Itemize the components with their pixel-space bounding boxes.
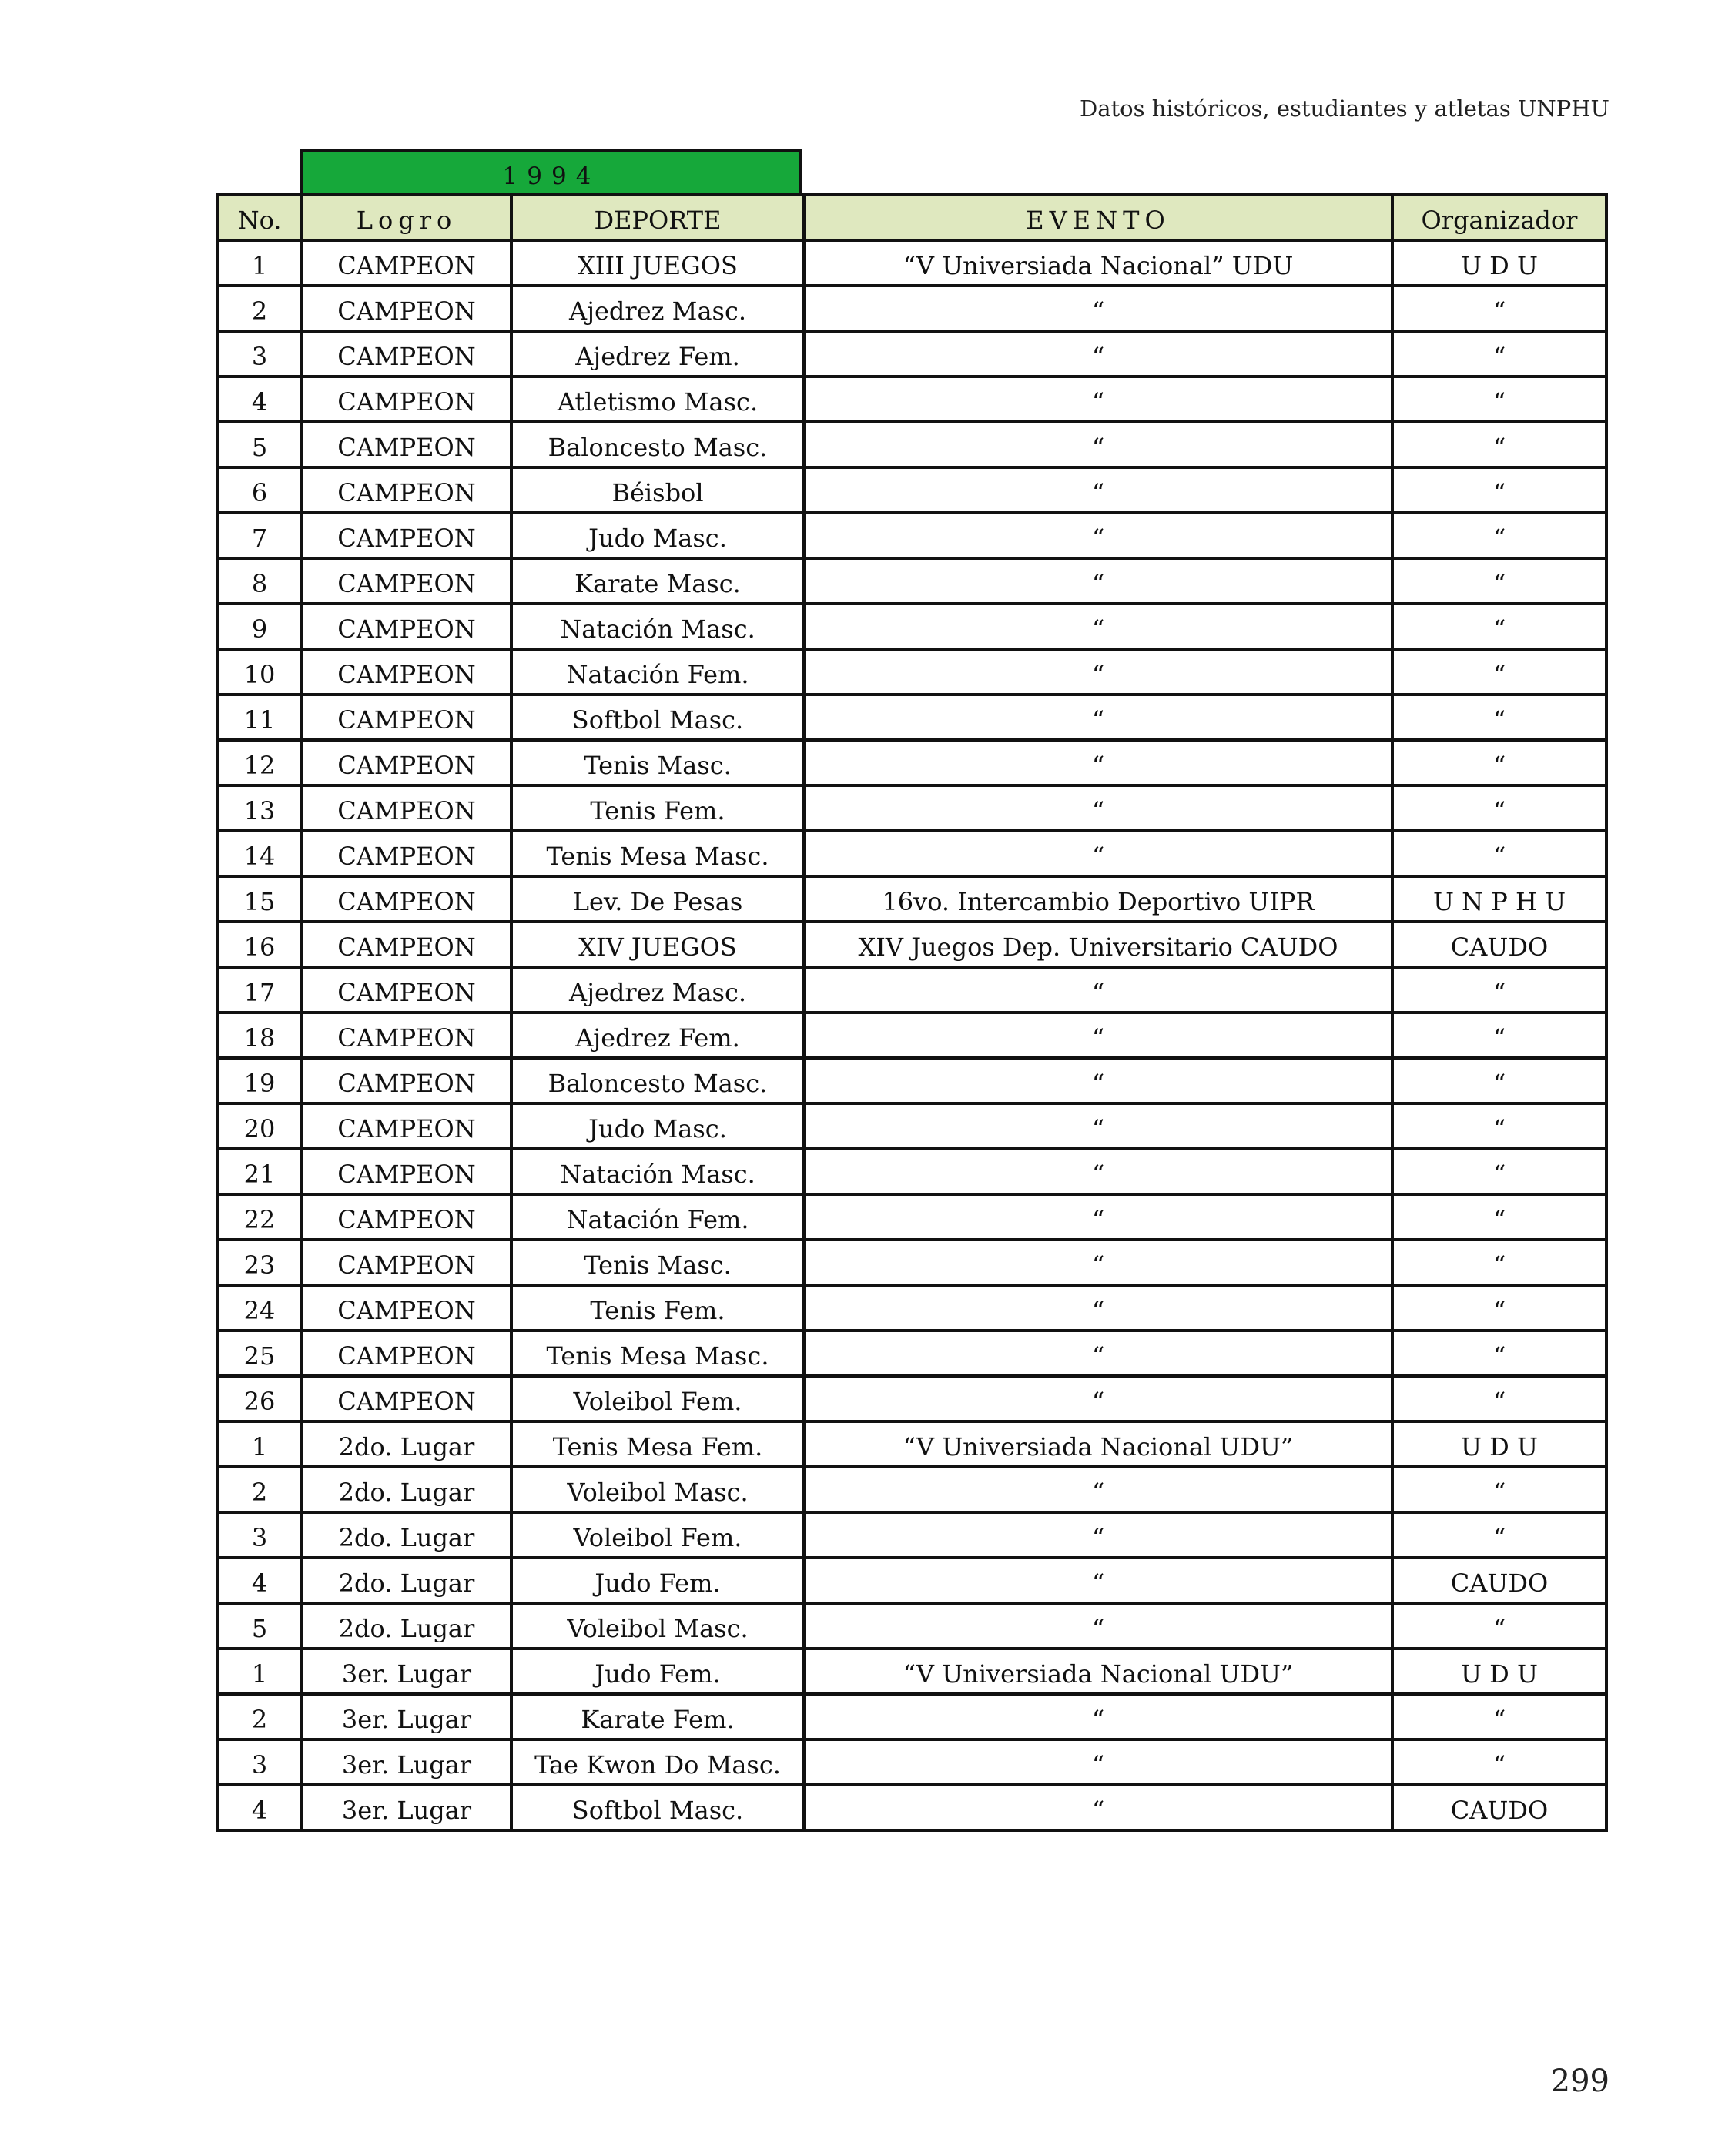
table-row xyxy=(217,831,1606,876)
cell-logro: CAMPEON xyxy=(302,922,511,967)
cell-organizador: “ xyxy=(1392,1194,1606,1240)
cell-no: 5 xyxy=(217,1603,302,1649)
cell-evento: “ xyxy=(804,377,1392,422)
cell-organizador: “ xyxy=(1392,1376,1606,1421)
cell-organizador: “ xyxy=(1392,286,1606,331)
cell-organizador: “ xyxy=(1392,695,1606,740)
cell-deporte: Tenis Masc. xyxy=(511,1240,804,1285)
table-row xyxy=(217,422,1606,467)
column-header-organizador: Organizador xyxy=(1392,195,1606,240)
cell-no: 2 xyxy=(217,1694,302,1739)
cell-logro: 2do. Lugar xyxy=(302,1558,511,1603)
cell-deporte: Baloncesto Masc. xyxy=(511,1058,804,1103)
cell-evento: “ xyxy=(804,1013,1392,1058)
cell-organizador: “ xyxy=(1392,1013,1606,1058)
page-number: 299 xyxy=(1550,2064,1609,2099)
cell-evento: “ xyxy=(804,331,1392,377)
cell-evento: 16vo. Intercambio Deportivo UIPR xyxy=(804,876,1392,922)
cell-deporte: Judo Masc. xyxy=(511,513,804,558)
year-banner: 1994 xyxy=(300,149,802,193)
cell-no: 8 xyxy=(217,558,302,604)
table-row xyxy=(217,558,1606,604)
cell-organizador: “ xyxy=(1392,467,1606,513)
cell-evento: “V Universiada Nacional” UDU xyxy=(804,240,1392,286)
cell-no: 25 xyxy=(217,1331,302,1376)
cell-organizador: “ xyxy=(1392,558,1606,604)
cell-evento: XIV Juegos Dep. Universitario CAUDO xyxy=(804,922,1392,967)
cell-logro: CAMPEON xyxy=(302,1013,511,1058)
cell-deporte: Natación Fem. xyxy=(511,649,804,695)
cell-logro: CAMPEON xyxy=(302,513,511,558)
cell-deporte: Ajedrez Masc. xyxy=(511,967,804,1013)
cell-no: 2 xyxy=(217,1467,302,1512)
table-row xyxy=(217,785,1606,831)
cell-no: 22 xyxy=(217,1194,302,1240)
cell-no: 26 xyxy=(217,1376,302,1421)
table-row xyxy=(217,1285,1606,1331)
cell-evento: “ xyxy=(804,513,1392,558)
cell-no: 11 xyxy=(217,695,302,740)
cell-organizador: “ xyxy=(1392,1149,1606,1194)
cell-deporte: Lev. De Pesas xyxy=(511,876,804,922)
cell-deporte: Tenis Mesa Fem. xyxy=(511,1421,804,1467)
cell-organizador: “ xyxy=(1392,649,1606,695)
cell-no: 4 xyxy=(217,1558,302,1603)
cell-logro: CAMPEON xyxy=(302,1103,511,1149)
cell-evento: “V Universiada Nacional UDU” xyxy=(804,1421,1392,1467)
cell-deporte: Ajedrez Fem. xyxy=(511,1013,804,1058)
table-row xyxy=(217,377,1606,422)
table-row xyxy=(217,240,1606,286)
cell-no: 2 xyxy=(217,286,302,331)
cell-no: 7 xyxy=(217,513,302,558)
table-row xyxy=(217,695,1606,740)
cell-logro: 2do. Lugar xyxy=(302,1467,511,1512)
cell-deporte: Tenis Mesa Masc. xyxy=(511,1331,804,1376)
cell-deporte: Tenis Mesa Masc. xyxy=(511,831,804,876)
cell-organizador: CAUDO xyxy=(1392,922,1606,967)
table-row xyxy=(217,1194,1606,1240)
cell-organizador: “ xyxy=(1392,740,1606,785)
cell-deporte: Tae Kwon Do Masc. xyxy=(511,1739,804,1785)
cell-evento: “ xyxy=(804,1149,1392,1194)
cell-no: 21 xyxy=(217,1149,302,1194)
cell-no: 12 xyxy=(217,740,302,785)
cell-logro: CAMPEON xyxy=(302,240,511,286)
cell-evento: “ xyxy=(804,785,1392,831)
cell-deporte: Judo Fem. xyxy=(511,1649,804,1694)
cell-deporte: Ajedrez Masc. xyxy=(511,286,804,331)
table-row xyxy=(217,1240,1606,1285)
cell-no: 19 xyxy=(217,1058,302,1103)
cell-evento: “ xyxy=(804,422,1392,467)
cell-deporte: Baloncesto Masc. xyxy=(511,422,804,467)
cell-no: 5 xyxy=(217,422,302,467)
table-body xyxy=(217,240,1606,1830)
cell-organizador: “ xyxy=(1392,1103,1606,1149)
cell-deporte: Judo Masc. xyxy=(511,1103,804,1149)
table-row xyxy=(217,513,1606,558)
cell-deporte: Natación Masc. xyxy=(511,1149,804,1194)
cell-organizador: U D U xyxy=(1392,1421,1606,1467)
cell-no: 10 xyxy=(217,649,302,695)
cell-logro: CAMPEON xyxy=(302,1285,511,1331)
cell-no: 1 xyxy=(217,240,302,286)
cell-evento: “ xyxy=(804,1331,1392,1376)
cell-no: 17 xyxy=(217,967,302,1013)
cell-organizador: U N P H U xyxy=(1392,876,1606,922)
cell-deporte: Natación Masc. xyxy=(511,604,804,649)
cell-deporte: Softbol Masc. xyxy=(511,695,804,740)
cell-no: 1 xyxy=(217,1421,302,1467)
cell-deporte: XIII JUEGOS xyxy=(511,240,804,286)
cell-evento: “ xyxy=(804,1103,1392,1149)
cell-organizador: “ xyxy=(1392,513,1606,558)
column-header-no: No. xyxy=(217,195,302,240)
cell-evento: “ xyxy=(804,1785,1392,1830)
cell-logro: CAMPEON xyxy=(302,649,511,695)
cell-evento: “ xyxy=(804,1467,1392,1512)
table-row xyxy=(217,1649,1606,1694)
cell-evento: “ xyxy=(804,1058,1392,1103)
cell-logro: CAMPEON xyxy=(302,331,511,377)
cell-logro: 3er. Lugar xyxy=(302,1739,511,1785)
cell-logro: CAMPEON xyxy=(302,604,511,649)
cell-deporte: Judo Fem. xyxy=(511,1558,804,1603)
cell-logro: CAMPEON xyxy=(302,1376,511,1421)
cell-organizador: “ xyxy=(1392,377,1606,422)
cell-deporte: XIV JUEGOS xyxy=(511,922,804,967)
cell-evento: “ xyxy=(804,1558,1392,1603)
cell-logro: CAMPEON xyxy=(302,467,511,513)
cell-organizador: “ xyxy=(1392,967,1606,1013)
cell-logro: CAMPEON xyxy=(302,1058,511,1103)
cell-deporte: Karate Fem. xyxy=(511,1694,804,1739)
cell-organizador: “ xyxy=(1392,1603,1606,1649)
table-row xyxy=(217,1376,1606,1421)
cell-logro: CAMPEON xyxy=(302,695,511,740)
table-row xyxy=(217,1013,1606,1058)
cell-evento: “ xyxy=(804,1240,1392,1285)
cell-evento: “ xyxy=(804,740,1392,785)
cell-no: 3 xyxy=(217,331,302,377)
cell-organizador: “ xyxy=(1392,1240,1606,1285)
table-row xyxy=(217,1467,1606,1512)
cell-organizador: “ xyxy=(1392,1467,1606,1512)
cell-logro: CAMPEON xyxy=(302,1149,511,1194)
cell-evento: “ xyxy=(804,286,1392,331)
cell-deporte: Tenis Masc. xyxy=(511,740,804,785)
cell-logro: CAMPEON xyxy=(302,831,511,876)
cell-no: 24 xyxy=(217,1285,302,1331)
cell-logro: CAMPEON xyxy=(302,286,511,331)
column-header-deporte: DEPORTE xyxy=(511,195,804,240)
header-row xyxy=(217,195,1606,240)
cell-organizador: U D U xyxy=(1392,240,1606,286)
cell-evento: “ xyxy=(804,1285,1392,1331)
cell-logro: 2do. Lugar xyxy=(302,1421,511,1467)
cell-evento: “ xyxy=(804,1739,1392,1785)
table-row xyxy=(217,604,1606,649)
cell-logro: CAMPEON xyxy=(302,740,511,785)
cell-evento: “ xyxy=(804,967,1392,1013)
table-row xyxy=(217,967,1606,1013)
table-row xyxy=(217,1149,1606,1194)
cell-logro: CAMPEON xyxy=(302,1331,511,1376)
cell-organizador: “ xyxy=(1392,785,1606,831)
table-row xyxy=(217,1512,1606,1558)
cell-no: 20 xyxy=(217,1103,302,1149)
table-row xyxy=(217,1331,1606,1376)
cell-logro: 3er. Lugar xyxy=(302,1785,511,1830)
cell-logro: CAMPEON xyxy=(302,422,511,467)
table-row xyxy=(217,1421,1606,1467)
cell-no: 3 xyxy=(217,1739,302,1785)
cell-no: 3 xyxy=(217,1512,302,1558)
cell-no: 18 xyxy=(217,1013,302,1058)
cell-evento: “ xyxy=(804,1694,1392,1739)
cell-organizador: CAUDO xyxy=(1392,1558,1606,1603)
cell-logro: 3er. Lugar xyxy=(302,1649,511,1694)
cell-no: 23 xyxy=(217,1240,302,1285)
cell-deporte: Softbol Masc. xyxy=(511,1785,804,1830)
cell-no: 14 xyxy=(217,831,302,876)
cell-deporte: Tenis Fem. xyxy=(511,1285,804,1331)
cell-organizador: “ xyxy=(1392,604,1606,649)
cell-deporte: Atletismo Masc. xyxy=(511,377,804,422)
cell-logro: CAMPEON xyxy=(302,785,511,831)
cell-no: 4 xyxy=(217,1785,302,1830)
cell-no: 16 xyxy=(217,922,302,967)
cell-evento: “ xyxy=(804,649,1392,695)
cell-organizador: “ xyxy=(1392,331,1606,377)
cell-deporte: Natación Fem. xyxy=(511,1194,804,1240)
cell-deporte: Voleibol Masc. xyxy=(511,1603,804,1649)
cell-evento: “ xyxy=(804,1512,1392,1558)
running-header: Datos históricos, estudiantes y atletas UNPHU xyxy=(1079,95,1609,122)
table-row xyxy=(217,467,1606,513)
cell-organizador: “ xyxy=(1392,1694,1606,1739)
cell-deporte: Ajedrez Fem. xyxy=(511,331,804,377)
cell-deporte: Voleibol Fem. xyxy=(511,1376,804,1421)
table-row xyxy=(217,876,1606,922)
cell-organizador: CAUDO xyxy=(1392,1785,1606,1830)
cell-organizador: “ xyxy=(1392,831,1606,876)
cell-logro: 2do. Lugar xyxy=(302,1603,511,1649)
table-row xyxy=(217,740,1606,785)
table-row xyxy=(217,1058,1606,1103)
cell-deporte: Voleibol Masc. xyxy=(511,1467,804,1512)
cell-no: 6 xyxy=(217,467,302,513)
records-table xyxy=(216,193,1608,1832)
table-row xyxy=(217,331,1606,377)
table-row xyxy=(217,1103,1606,1149)
cell-deporte: Tenis Fem. xyxy=(511,785,804,831)
cell-evento: “ xyxy=(804,1194,1392,1240)
table-row xyxy=(217,1603,1606,1649)
cell-deporte: Karate Masc. xyxy=(511,558,804,604)
table-row xyxy=(217,286,1606,331)
cell-logro: CAMPEON xyxy=(302,967,511,1013)
cell-evento: “ xyxy=(804,695,1392,740)
cell-evento: “ xyxy=(804,831,1392,876)
table-row xyxy=(217,1785,1606,1830)
cell-evento: “ xyxy=(804,1376,1392,1421)
cell-evento: “ xyxy=(804,558,1392,604)
cell-evento: “ xyxy=(804,1603,1392,1649)
table-row xyxy=(217,1694,1606,1739)
table-row xyxy=(217,922,1606,967)
cell-no: 9 xyxy=(217,604,302,649)
cell-organizador: “ xyxy=(1392,1058,1606,1103)
cell-organizador: “ xyxy=(1392,422,1606,467)
cell-logro: CAMPEON xyxy=(302,1194,511,1240)
cell-logro: 2do. Lugar xyxy=(302,1512,511,1558)
table-row xyxy=(217,649,1606,695)
cell-organizador: “ xyxy=(1392,1739,1606,1785)
cell-evento: “ xyxy=(804,467,1392,513)
table-row xyxy=(217,1739,1606,1785)
cell-logro: CAMPEON xyxy=(302,876,511,922)
cell-organizador: “ xyxy=(1392,1285,1606,1331)
cell-evento: “V Universiada Nacional UDU” xyxy=(804,1649,1392,1694)
cell-organizador: “ xyxy=(1392,1331,1606,1376)
cell-deporte: Voleibol Fem. xyxy=(511,1512,804,1558)
cell-logro: 3er. Lugar xyxy=(302,1694,511,1739)
cell-organizador: “ xyxy=(1392,1512,1606,1558)
cell-no: 13 xyxy=(217,785,302,831)
column-header-evento: EVENTO xyxy=(804,195,1392,240)
cell-logro: CAMPEON xyxy=(302,558,511,604)
cell-logro: CAMPEON xyxy=(302,377,511,422)
table-row xyxy=(217,1558,1606,1603)
cell-evento: “ xyxy=(804,604,1392,649)
cell-no: 1 xyxy=(217,1649,302,1694)
cell-logro: CAMPEON xyxy=(302,1240,511,1285)
cell-no: 15 xyxy=(217,876,302,922)
column-header-logro: Logro xyxy=(302,195,511,240)
cell-organizador: U D U xyxy=(1392,1649,1606,1694)
cell-deporte: Béisbol xyxy=(511,467,804,513)
cell-no: 4 xyxy=(217,377,302,422)
